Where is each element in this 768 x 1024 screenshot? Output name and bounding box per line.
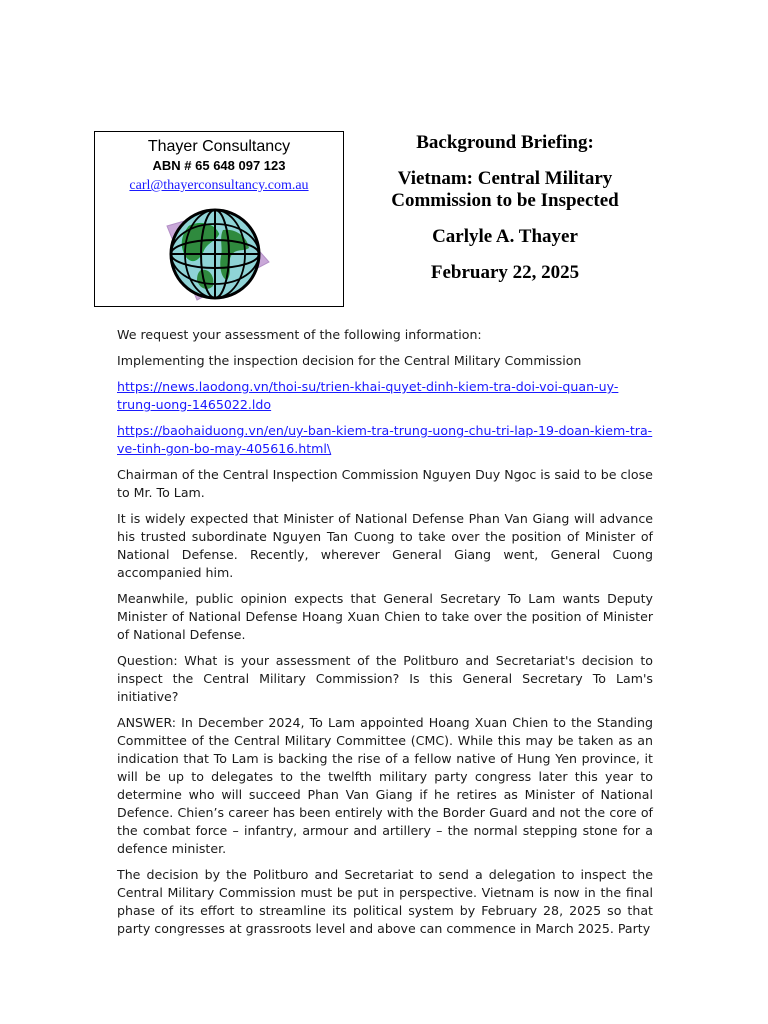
briefing-title-line2: Commission to be Inspected (391, 190, 619, 211)
letterhead-box (94, 131, 344, 307)
briefing-title-line1: Vietnam: Central Military (397, 168, 613, 189)
headline-paragraph: Implementing the inspection decision for the Central Military Commission (117, 353, 582, 368)
paragraph-1: Chairman of the Central Inspection Commission Nguyen Duy Ngoc is said to be close to Mr. To Lam. (117, 467, 653, 500)
paragraph-3: Meanwhile, public opinion expects that General Secretary To Lam wants Deputy Minister of National Defense Hoang Xuan Chien to take over the position of Minister of National Defense. (117, 591, 653, 642)
briefing-author: Carlyle A. Thayer (432, 226, 578, 247)
link2-paragraph (117, 422, 653, 458)
briefing-date: February 22, 2025 (430, 262, 580, 283)
briefing-label: Background Briefing: (416, 132, 594, 153)
paragraph-4: The decision by the Politburo and Secretariat to send a delegation to inspect the Central Military Commission must be put in perspective. Vietnam is now in the final phase of its effort to streamline its political system by February 28, 2025 so that party congresses at grassroots level and above can commence in March 2025. Party (117, 867, 653, 936)
email-link[interactable]: carl@thayerconsultancy.com.au (129, 178, 309, 193)
source-link-baohaiduong[interactable]: https://baohaiduong.vn/en/uy-ban-kiem-tra-trung-uong-chu-tri-lap-19-doan-kiem-tra-ve-tinh-gon-bo-may-405616.html\ (117, 423, 653, 456)
question-paragraph: Question: What is your assessment of the Politburo and Secretariat's decision to inspect the Central Military Commission? Is this General Secretary To Lam's initiative? (117, 653, 653, 704)
link1-paragraph (117, 378, 653, 414)
document-body (117, 326, 653, 946)
company-abn: ABN # 65 648 097 123 (152, 158, 286, 173)
request-paragraph: We request your assessment of the following information: (117, 327, 482, 342)
source-link-laodong[interactable]: https://news.laodong.vn/thoi-su/trien-khai-quyet-dinh-kiem-tra-doi-voi-quan-uy-trung-uong-1465022.ldo (117, 379, 619, 412)
answer-paragraph: ANSWER: In December 2024, To Lam appointed Hoang Xuan Chien to the Standing Committee of the Central Military Committee (CMC). While this may be taken as an indication that To Lam is backing the rise of a fellow native of Hung Yen province, it will be up to delegates to the twelfth military party congress later this year to determine who will succeed Phan Van Giang if he retires as Minister of National Defence. Chien’s career has been entirely with the Border Guard and not the core of the combat force – infantry, armour and artillery – the normal stepping stone for a defence minister. (117, 715, 653, 856)
briefing-title (356, 168, 654, 212)
briefing-header (356, 128, 654, 285)
paragraph-2: It is widely expected that Minister of National Defense Phan Van Giang will advance his trusted subordinate Nguyen Tan Cuong to take over the position of Minister of National Defense. Recently, wherever General Giang went, General Cuong accompanied him. (117, 511, 653, 580)
globe-icon (163, 208, 283, 308)
company-name: Thayer Consultancy (147, 138, 291, 155)
